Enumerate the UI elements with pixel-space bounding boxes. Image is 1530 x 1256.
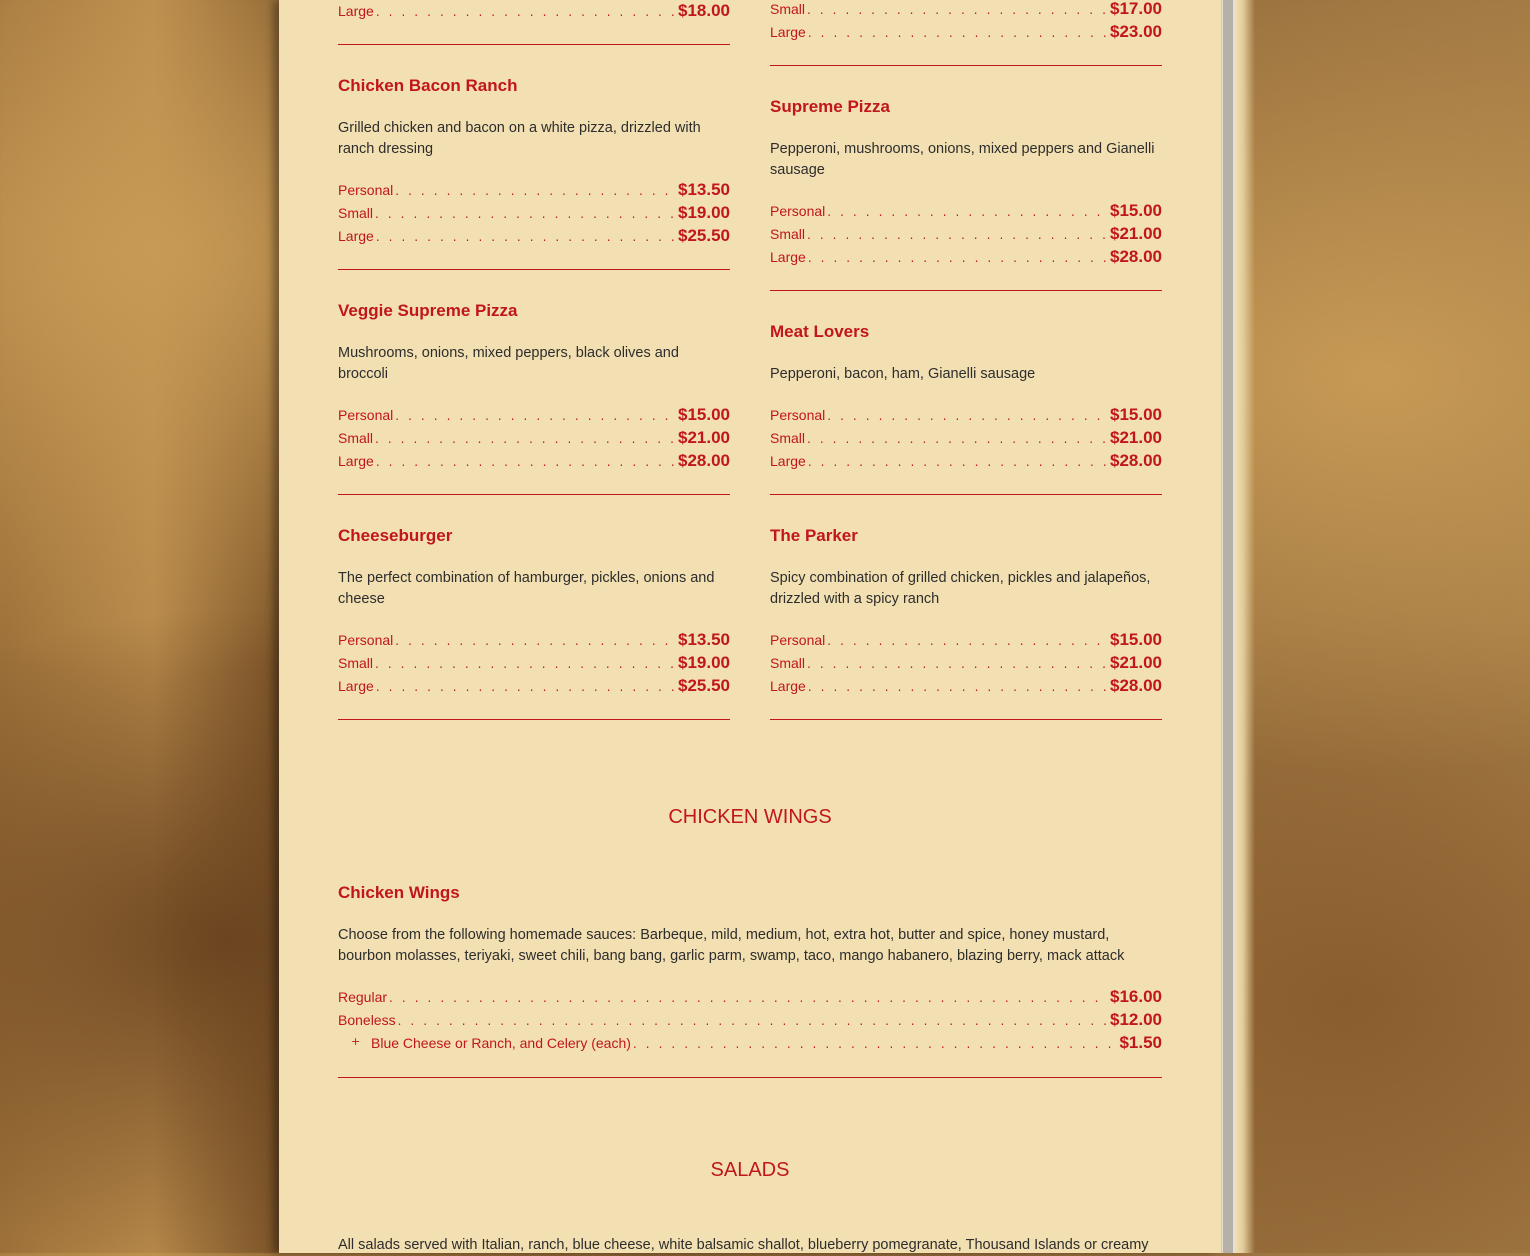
price: $17.00 xyxy=(1110,0,1162,18)
size-label: Large xyxy=(338,453,374,469)
price: $28.00 xyxy=(678,451,730,470)
size-label: Large xyxy=(770,249,806,265)
divider xyxy=(770,719,1162,720)
price: $21.00 xyxy=(1110,224,1162,243)
size-label: Personal xyxy=(770,632,826,648)
price: $15.00 xyxy=(678,405,730,424)
item-description: Spicy combination of grilled chicken, pickles and jalapeños, drizzled with a spicy ranch xyxy=(770,570,1151,607)
divider xyxy=(338,1077,1162,1078)
price: $28.00 xyxy=(1110,451,1162,470)
item-title: Chicken Bacon Ranch xyxy=(338,76,518,95)
price-row xyxy=(338,1,730,24)
price: $21.00 xyxy=(678,428,730,447)
price-row xyxy=(770,0,1162,22)
price-row xyxy=(338,451,730,474)
item-title: Supreme Pizza xyxy=(770,97,890,116)
item-description: Pepperoni, bacon, ham, Gianelli sausage xyxy=(770,366,1036,382)
price-row xyxy=(338,1010,1162,1033)
size-label: Large xyxy=(338,3,374,19)
item-description: Choose from the following homemade sauces: Barbeque, mild, medium, hot, extra hot, butter and spice, honey mustard, bourbon molasses, teriyaki, sweet chili, bang bang, garlic parm, swamp, taco, mango habanero, blazing berry, mack attack xyxy=(338,927,1125,964)
price-row xyxy=(770,224,1162,247)
price-row xyxy=(338,987,1162,1010)
price: $21.00 xyxy=(1110,653,1162,672)
item-title: Chicken Wings xyxy=(338,883,460,902)
scrollbar-thumb[interactable] xyxy=(1223,0,1233,1253)
size-label: Large xyxy=(338,228,374,244)
price: $15.00 xyxy=(1110,201,1162,220)
divider xyxy=(338,269,730,270)
size-label: Personal xyxy=(338,632,394,648)
size-label: Personal xyxy=(338,182,394,198)
price: $15.00 xyxy=(1110,405,1162,424)
item-title: Veggie Supreme Pizza xyxy=(338,301,518,320)
item-description: Mushrooms, onions, mixed peppers, black olives and broccoli xyxy=(338,345,679,382)
size-label: Small xyxy=(770,430,806,446)
divider xyxy=(770,65,1162,66)
price: $19.00 xyxy=(678,653,730,672)
size-label: Large xyxy=(770,678,806,694)
price: $1.50 xyxy=(1119,1033,1162,1052)
divider xyxy=(338,44,730,45)
item-description: Grilled chicken and bacon on a white pizza, drizzled with ranch dressing xyxy=(338,120,701,157)
item-description: The perfect combination of hamburger, pickles, onions and cheese xyxy=(338,570,715,607)
divider xyxy=(770,494,1162,495)
size-label: Large xyxy=(770,24,806,40)
price-row xyxy=(770,676,1162,699)
addon-marker: + xyxy=(351,1035,361,1048)
size-label: Large xyxy=(770,453,806,469)
item-description: Pepperoni, mushrooms, onions, mixed peppers and Gianelli sausage xyxy=(770,141,1155,178)
size-label: Personal xyxy=(770,203,826,219)
size-label: Personal xyxy=(338,407,394,423)
size-label: Small xyxy=(770,655,806,671)
size-label: Personal xyxy=(770,407,826,423)
price-row xyxy=(338,630,730,653)
price: $16.00 xyxy=(1110,987,1162,1006)
divider xyxy=(338,494,730,495)
price-row xyxy=(338,180,730,203)
size-label: Large xyxy=(338,678,374,694)
price: $25.50 xyxy=(678,226,730,245)
item-title: The Parker xyxy=(770,526,858,545)
price: $25.50 xyxy=(678,676,730,695)
price: $28.00 xyxy=(1110,247,1162,266)
price: $12.00 xyxy=(1110,1010,1162,1029)
section-description: All salads served with Italian, ranch, blue cheese, white balsamic shallot, blueberry pomegranate, Thousand Islands or creamy xyxy=(338,1237,1149,1253)
price-row xyxy=(338,226,730,249)
size-label: Boneless xyxy=(338,1012,396,1028)
price-row xyxy=(770,201,1162,224)
addon-label: Blue Cheese or Ranch, and Celery (each) xyxy=(371,1035,631,1051)
price: $19.00 xyxy=(678,203,730,222)
price-row xyxy=(770,630,1162,653)
price-row xyxy=(770,428,1162,451)
page-edge xyxy=(1235,0,1255,1253)
price-row xyxy=(338,676,730,699)
item-title: Meat Lovers xyxy=(770,322,870,341)
section-heading-salads: SALADS xyxy=(710,1159,790,1181)
price: $28.00 xyxy=(1110,676,1162,695)
price: $15.00 xyxy=(1110,630,1162,649)
divider xyxy=(338,719,730,720)
price: $13.50 xyxy=(678,180,730,199)
price-row xyxy=(770,405,1162,428)
price: $23.00 xyxy=(1110,22,1162,41)
price: $13.50 xyxy=(678,630,730,649)
price-row xyxy=(770,22,1162,45)
divider xyxy=(770,290,1162,291)
section-heading-chicken-wings: CHICKEN WINGS xyxy=(668,806,832,828)
price-row xyxy=(338,203,730,226)
price-row xyxy=(338,428,730,451)
price-row xyxy=(770,653,1162,676)
size-label: Small xyxy=(338,430,374,446)
size-label: Small xyxy=(770,1,806,17)
item-title: Cheeseburger xyxy=(338,526,453,545)
price-row xyxy=(770,247,1162,270)
size-label: Small xyxy=(338,205,374,221)
size-label: Small xyxy=(338,655,374,671)
addon-row xyxy=(371,1033,1162,1056)
price-row xyxy=(770,451,1162,474)
size-label: Small xyxy=(770,226,806,242)
price: $21.00 xyxy=(1110,428,1162,447)
size-label: Regular xyxy=(338,989,388,1005)
price-row xyxy=(338,653,730,676)
price: $18.00 xyxy=(678,1,730,20)
price-row xyxy=(338,405,730,428)
